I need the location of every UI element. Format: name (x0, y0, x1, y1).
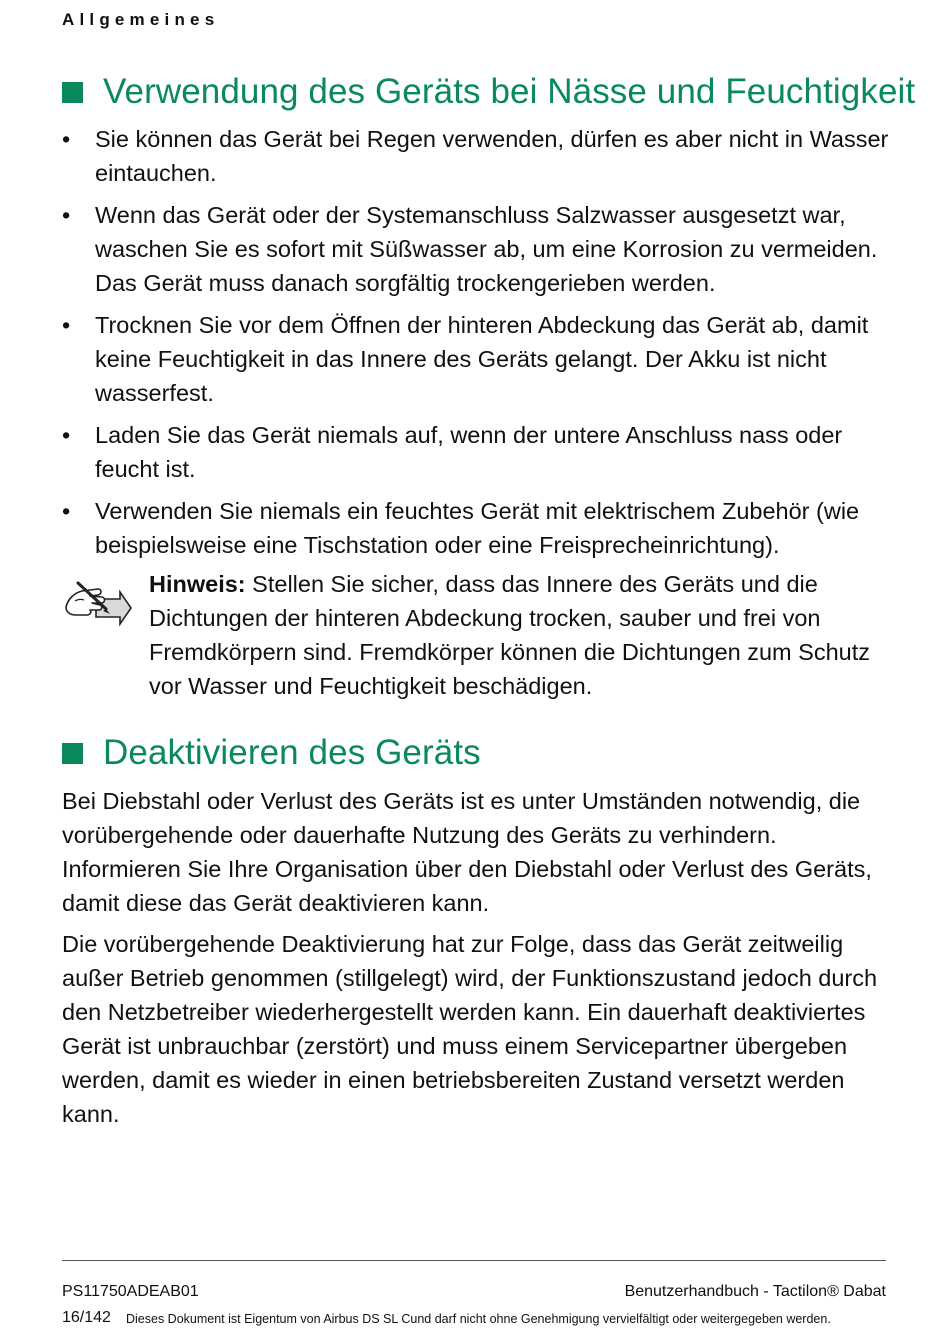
list-item-text: Verwenden Sie niemals ein feuchtes Gerät mit elektrischem Zubehör (wie beispielsweise eine Tischstation oder eine Freisprecheinrichtung). (95, 498, 860, 558)
section-heading-deactivate (62, 733, 481, 773)
note-box (62, 567, 902, 703)
bullet-icon: • (62, 202, 71, 228)
list-item (62, 494, 902, 562)
list-item (62, 418, 902, 486)
writing-hand-icon (62, 577, 132, 627)
running-header: Allgemeines (62, 10, 220, 29)
list-item (62, 308, 902, 410)
list-item-text: Wenn das Gerät oder der Systemanschluss Salzwasser ausgesetzt war, waschen Sie es sofort mit Süßwasser ab, um eine Korrosion zu vermeiden. Das Gerät muss danach sorgfältig trockengerieben werden. (95, 202, 878, 296)
bullet-icon: • (62, 498, 71, 524)
list-item (62, 198, 902, 300)
heading-square-icon (62, 743, 83, 764)
moisture-bullet-list (62, 122, 902, 570)
document-code: PS11750ADEAB01 (62, 1283, 199, 1300)
section-heading-text: Verwendung des Geräts bei Nässe und Feuchtigkeit (103, 72, 916, 111)
deactivate-paragraph-1: Bei Diebstahl oder Verlust des Geräts ist es unter Umständen notwendig, die vorübergehende oder dauerhafte Nutzung des Geräts zu verhindern. Informieren Sie Ihre Organisation über den Diebstahl oder Verlust des Geräts, damit diese das Gerät deaktivieren kann. (62, 788, 872, 916)
note-text (149, 567, 889, 703)
list-item-text: Trocknen Sie vor dem Öffnen der hinteren Abdeckung das Gerät ab, damit keine Feuchtigkeit in das Innere des Geräts gelangt. Der Akku ist nicht wasserfest. (95, 312, 869, 406)
note-body: Stellen Sie sicher, dass das Innere des Geräts und die Dichtungen der hinteren Abdeckung trocken, sauber und frei von Fremdkörpern sind. Fremdkörper können die Dichtungen zum Schutz vor Wasser und Feuchtigkeit beschädigen. (149, 571, 871, 699)
bullet-icon: • (62, 422, 71, 448)
note-label: Hinweis: (149, 571, 246, 597)
bullet-icon: • (62, 312, 71, 338)
list-item (62, 122, 902, 190)
page-number: 16/142 (62, 1309, 111, 1326)
footer-divider (62, 1260, 886, 1261)
list-item-text: Sie können das Gerät bei Regen verwenden, dürfen es aber nicht in Wasser eintauchen. (95, 126, 889, 186)
manual-title: Benutzerhandbuch - Tactilon® Dabat (624, 1283, 886, 1300)
section-heading-text: Deaktivieren des Geräts (103, 733, 481, 772)
section-heading-moisture (62, 72, 915, 112)
bullet-icon: • (62, 126, 71, 152)
list-item-text: Laden Sie das Gerät niemals auf, wenn der untere Anschluss nass oder feucht ist. (95, 422, 843, 482)
heading-square-icon (62, 82, 83, 103)
legal-notice: Dieses Dokument ist Eigentum von Airbus DS SL Cund darf nicht ohne Genehmigung vervielfältigt oder weitergegeben werden. (126, 1312, 831, 1326)
deactivate-paragraph-2: Die vorübergehende Deaktivierung hat zur Folge, dass das Gerät zeitweilig außer Betrieb genommen (stillgelegt) wird, der Funktionszustand jedoch durch den Netzbetreiber wiederhergestellt werden kann. Ein dauerhaft deaktiviertes Gerät ist unbrauchbar (zerstört) und muss einem Servicepartner übergeben werden, damit es wieder in einen betriebsbereiten Zustand versetzt werden kann. (62, 931, 878, 1127)
